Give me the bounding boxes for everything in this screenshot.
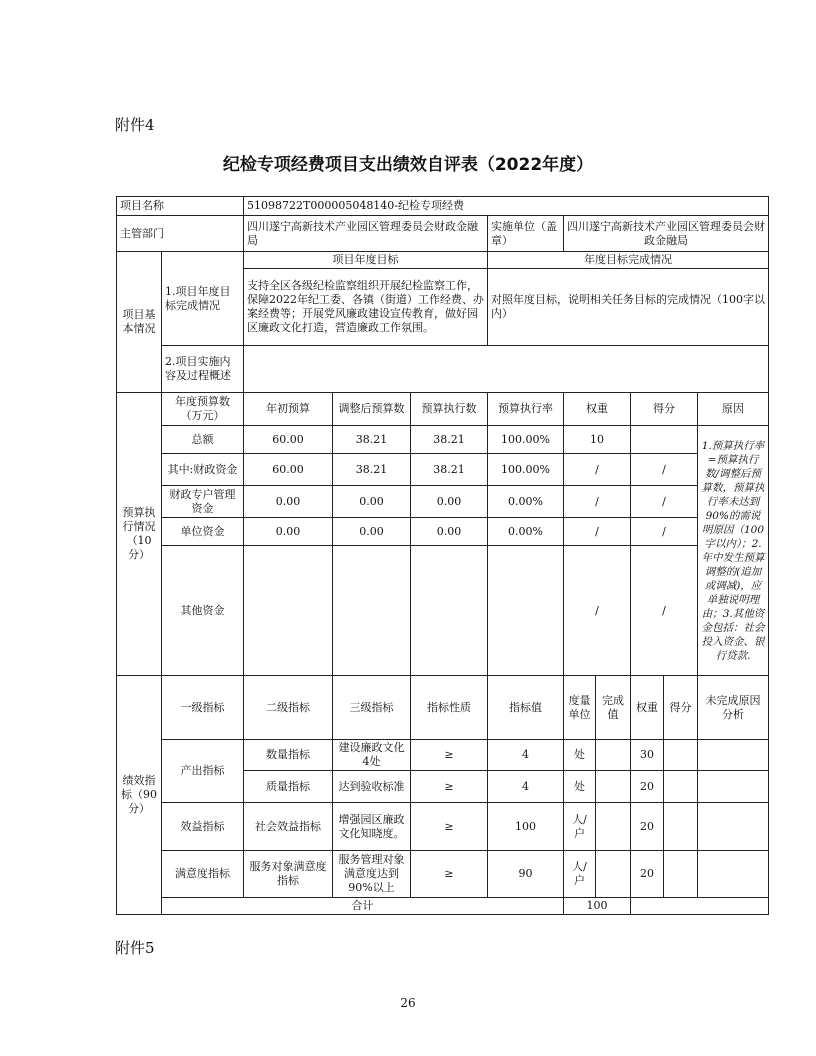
- perf-level3: 达到验收标准: [333, 771, 411, 803]
- budget-row-label: 单位资金: [162, 518, 244, 546]
- row-total: [117, 898, 769, 915]
- perf-nature: ≥: [411, 771, 488, 803]
- budget-header-initial: 年初预算: [244, 393, 333, 426]
- perf-done: [596, 803, 631, 851]
- budget-row-label: 总额: [162, 426, 244, 454]
- budget-score: [631, 426, 698, 454]
- budget-row: [117, 546, 769, 676]
- perf-header-score: 得分: [664, 676, 698, 740]
- row-budget-header: [117, 393, 769, 426]
- budget-header-weight: 权重: [564, 393, 631, 426]
- perf-level2: 社会效益指标: [244, 803, 333, 851]
- budget-initial: 60.00: [244, 426, 333, 454]
- budget-adjusted: 38.21: [333, 454, 411, 486]
- budget-rate: 100.00%: [488, 426, 564, 454]
- perf-score: [664, 803, 698, 851]
- budget-row-label: 其中:财政资金: [162, 454, 244, 486]
- perf-header-value: 指标值: [488, 676, 564, 740]
- budget-rate: 0.00%: [488, 486, 564, 518]
- perf-reason: [698, 803, 769, 851]
- budget-reason-note: 1.预算执行率=预算执行数/调整后预算数，预算执行率未达到90%的需说明原因（100字以内）；2.年中发生预算调整的(追加或调减)，应单独说明理由；3.其他资金包括：社会投入资金、银行贷款.: [698, 426, 769, 676]
- row-implementation: [117, 346, 769, 393]
- budget-rate: 100.00%: [488, 454, 564, 486]
- perf-level1: 产出指标: [162, 740, 244, 803]
- budget-row: [117, 426, 769, 454]
- project-name-value: 51098722T000005048140-纪检专项经费: [244, 197, 769, 216]
- perf-nature: ≥: [411, 851, 488, 898]
- budget-weight: /: [564, 546, 631, 676]
- budget-header-adjusted: 调整后预算数: [333, 393, 411, 426]
- perf-level3: 服务管理对象满意度达到90%以上: [333, 851, 411, 898]
- budget-row-label: 其他资金: [162, 546, 244, 676]
- goal-header: 项目年度目标: [244, 252, 488, 269]
- budget-executed: 38.21: [411, 454, 488, 486]
- budget-executed: 0.00: [411, 486, 488, 518]
- perf-nature: ≥: [411, 740, 488, 771]
- budget-row: [117, 454, 769, 486]
- goal-label: 1.项目年度目标完成情况: [162, 252, 244, 346]
- total-empty: [631, 898, 769, 915]
- perf-level2: 服务对象满意度指标: [244, 851, 333, 898]
- perf-done: [596, 851, 631, 898]
- perf-level3: 建设廉政文化4处: [333, 740, 411, 771]
- budget-initial: 0.00: [244, 518, 333, 546]
- perf-nature: ≥: [411, 803, 488, 851]
- perf-header-nature: 指标性质: [411, 676, 488, 740]
- perf-level2: 质量指标: [244, 771, 333, 803]
- budget-header-score: 得分: [631, 393, 698, 426]
- performance-section-label: 绩效指标（90分）: [117, 676, 162, 915]
- impl-value: 四川遂宁高新技术产业园区管理委员会财政金融局: [564, 216, 769, 252]
- budget-score: /: [631, 546, 698, 676]
- row-basic-header: [117, 252, 769, 269]
- perf-header-weight: 权重: [631, 676, 664, 740]
- row-department: [117, 216, 769, 252]
- budget-section-label: 预算执行情况（10分）: [117, 393, 162, 676]
- perf-row: [117, 740, 769, 771]
- implementation-text: [244, 346, 769, 393]
- perf-level3: 增强园区廉政文化知晓度。: [333, 803, 411, 851]
- budget-initial: [244, 546, 333, 676]
- perf-reason: [698, 851, 769, 898]
- budget-header-rate: 预算执行率: [488, 393, 564, 426]
- perf-level2: 数量指标: [244, 740, 333, 771]
- total-weight: 100: [564, 898, 631, 915]
- perf-weight: 20: [631, 803, 664, 851]
- perf-level1: 效益指标: [162, 803, 244, 851]
- row-performance-header: [117, 676, 769, 740]
- perf-value: 4: [488, 740, 564, 771]
- budget-row: [117, 518, 769, 546]
- perf-score: [664, 771, 698, 803]
- budget-weight: /: [564, 454, 631, 486]
- perf-value: 100: [488, 803, 564, 851]
- perf-weight: 20: [631, 851, 664, 898]
- budget-weight: /: [564, 486, 631, 518]
- perf-score: [664, 851, 698, 898]
- budget-executed: [411, 546, 488, 676]
- perf-unit: 处: [564, 740, 596, 771]
- goal-text: 支持全区各级纪检监察组织开展纪检监察工作，保障2022年纪工委、各镇（街道）工作经费、办案经费等；开展党风廉政建设宣传教育，做好园区廉政文化打造，营造廉政工作氛围。: [244, 269, 488, 346]
- budget-score: /: [631, 518, 698, 546]
- page-title: 纪检专项经费项目支出绩效自评表（2022年度）: [222, 155, 594, 175]
- perf-done: [596, 771, 631, 803]
- perf-row: [117, 803, 769, 851]
- page-number: 26: [400, 996, 416, 1010]
- budget-row-label: 财政专户管理资金: [162, 486, 244, 518]
- dept-value: 四川遂宁高新技术产业园区管理委员会财政金融局: [244, 216, 488, 252]
- perf-weight: 20: [631, 771, 664, 803]
- perf-unit: 处: [564, 771, 596, 803]
- project-name-label: 项目名称: [117, 197, 244, 216]
- perf-header-unit: 度量单位: [564, 676, 596, 740]
- budget-rate: [488, 546, 564, 676]
- perf-row: [117, 851, 769, 898]
- budget-score: /: [631, 486, 698, 518]
- perf-score: [664, 740, 698, 771]
- perf-header-level2: 二级指标: [244, 676, 333, 740]
- perf-weight: 30: [631, 740, 664, 771]
- budget-header-executed: 预算执行数: [411, 393, 488, 426]
- perf-header-level1: 一级指标: [162, 676, 244, 740]
- budget-initial: 60.00: [244, 454, 333, 486]
- perf-level1: 满意度指标: [162, 851, 244, 898]
- perf-reason: [698, 771, 769, 803]
- completion-header: 年度目标完成情况: [488, 252, 769, 269]
- budget-weight: /: [564, 518, 631, 546]
- attachment-label-bottom: 附件5: [115, 939, 155, 957]
- budget-rate: 0.00%: [488, 518, 564, 546]
- perf-value: 4: [488, 771, 564, 803]
- perf-header-done: 完成值: [596, 676, 631, 740]
- implementation-label: 2.项目实施内容及过程概述: [162, 346, 244, 393]
- budget-header-reason: 原因: [698, 393, 769, 426]
- attachment-label-top: 附件4: [115, 116, 155, 134]
- budget-row: [117, 486, 769, 518]
- budget-adjusted: 0.00: [333, 486, 411, 518]
- budget-initial: 0.00: [244, 486, 333, 518]
- completion-text: 对照年度目标，说明相关任务目标的完成情况（100字以内）: [488, 269, 769, 346]
- basic-section-label: 项目基本情况: [117, 252, 162, 393]
- perf-unit: 人/户: [564, 851, 596, 898]
- perf-header-reason: 未完成原因分析: [698, 676, 769, 740]
- perf-done: [596, 740, 631, 771]
- perf-value: 90: [488, 851, 564, 898]
- budget-adjusted: 0.00: [333, 518, 411, 546]
- budget-weight: 10: [564, 426, 631, 454]
- budget-adjusted: [333, 546, 411, 676]
- budget-header-amount: 年度预算数（万元）: [162, 393, 244, 426]
- budget-adjusted: 38.21: [333, 426, 411, 454]
- total-label: 合计: [162, 898, 564, 915]
- evaluation-table: [116, 196, 769, 915]
- impl-label: 实施单位（盖章）: [488, 216, 564, 252]
- budget-executed: 38.21: [411, 426, 488, 454]
- budget-score: /: [631, 454, 698, 486]
- row-project-name: [117, 197, 769, 216]
- dept-label: 主管部门: [117, 216, 244, 252]
- budget-executed: 0.00: [411, 518, 488, 546]
- perf-header-level3: 三级指标: [333, 676, 411, 740]
- perf-reason: [698, 740, 769, 771]
- perf-unit: 人/户: [564, 803, 596, 851]
